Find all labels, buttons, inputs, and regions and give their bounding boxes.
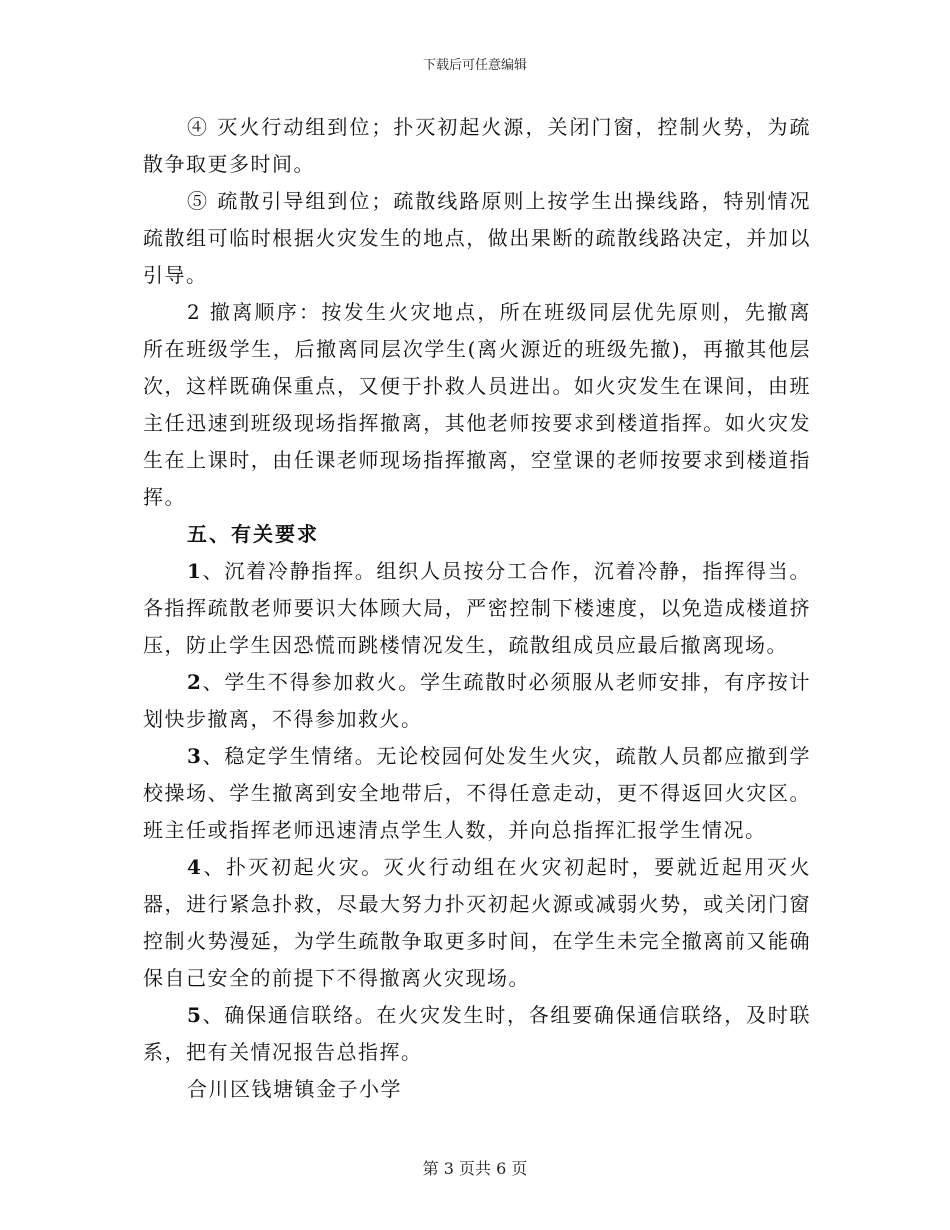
paragraph-evacuation-order: 2 撤离顺序：按发生火灾地点，所在班级同层优先原则，先撤离所在班级学生，后撤离同层次学生(离火源近的班级先撤)，再撤其他层次，这样既确保重点，又便于扑救人员进出。如火灾发生在课间，由班主任迅速到班级现场指挥撤离，其他老师按要求到楼道指挥。如火灾发生在上课时，由任课老师现场指挥撤离，空堂课的老师按要求到楼道指挥。 [143,300,811,509]
requirement-number: 2 [187,670,203,694]
page-header: 下载后可任意编辑 [422,58,527,73]
requirement-text: 、稳定学生情绪。无论校园何处发生火灾，疏散人员都应撤到学校操场、学生撤离到安全地带后，不得任意走动，更不得返回火灾区。班主任或指挥老师迅速清点学生人数，并向总指挥汇报学生情况。 [143,744,811,842]
requirement-text: 、学生不得参加救火。学生疏散时必须服从老师安排，有序按计划快步撤离，不得参加救火。 [143,670,811,731]
requirement-text: 、扑灭初起火灾。灭火行动组在火灾初起时，要就近起用灭火器，进行紧急扑救，尽最大努力扑灭初起火源或减弱火势，或关闭门窗控制火势漫延，为学生疏散争取更多时间，在学生未完全撤离前又能确保自己安全的前提下不得撤离火灾现场。 [143,855,811,990]
page-number: 第 3 页共 6 页 [422,1159,528,1178]
requirement-number: 3 [187,744,203,768]
document-body [143,109,811,1108]
paragraph-evacuation-guide-team: ⑤ 疏散引导组到位；疏散线路原则上按学生出操线路，特别情况疏散组可临时根据火灾发生的地点，做出果断的疏散线路决定，并加以引导。 [143,189,811,287]
requirement-text: 、沉着冷静指挥。组织人员按分工合作，沉着冷静，指挥得当。各指挥疏散老师要识大体顾大局，严密控制下楼速度，以免造成楼道挤压，防止学生因恐慌而跳楼情况发生，疏散组成员应最后撤离现场。 [143,559,811,657]
requirement-text: 、确保通信联络。在火灾发生时，各组要确保通信联络，及时联系，把有关情况报告总指挥。 [143,1003,811,1064]
section-heading-requirements: 五、有关要求 [187,522,319,546]
paragraph-fire-fighting-team: ④ 灭火行动组到位；扑灭初起火源，关闭门窗，控制火势，为疏散争取更多时间。 [143,115,811,176]
requirement-number: 5 [187,1003,203,1027]
requirement-5 [143,997,811,1071]
requirement-number: 4 [187,855,203,879]
requirement-4 [143,849,811,997]
requirement-number: 1 [187,559,203,583]
requirement-2 [143,664,811,738]
requirement-1 [143,553,811,664]
school-signature: 合川区钱塘镇金子小学 [187,1077,402,1101]
requirement-3 [143,738,811,849]
